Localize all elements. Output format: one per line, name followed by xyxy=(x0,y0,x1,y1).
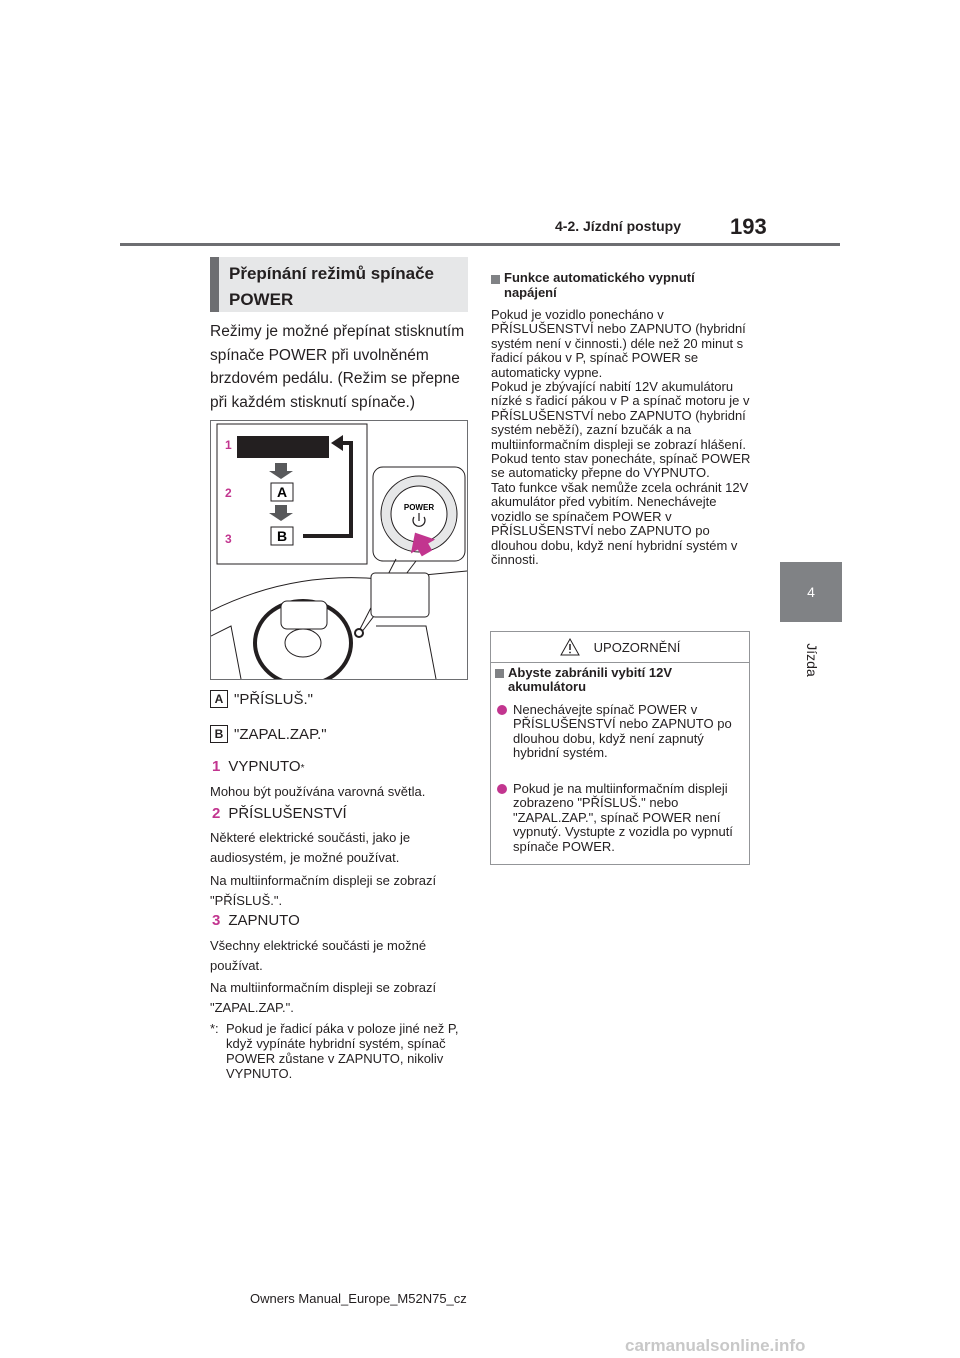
mode-number-3: 3 xyxy=(225,532,232,546)
square-bullet-icon xyxy=(491,275,500,284)
mode-1-desc: Mohou být používána varovná světla. xyxy=(210,784,426,799)
footnote-marker: *: xyxy=(210,1021,219,1036)
footnote-mark: * xyxy=(300,763,305,774)
warning-box xyxy=(490,631,750,865)
auto-off-body: Pokud je vozidlo ponecháno v PŘÍSLUŠENSTVÍ nebo ZAPNUTO (hybridní systém není v činnosti.) déle než 20 minut s řadicí pákou v P, spínač POWER se automaticky vypne. Pokud je zbývající nabití 12V akumulátoru nízké s řadicí pákou v P a spínač motoru je v PŘÍSLUŠENSTVÍ nebo ZAPNUTO (hybridní systém neběží), zazní bzučák a na multiinformačním displeji se zobrazí hlášení. Pokud tento stav ponecháte, spínač POWER se automaticky přepne do VYPNUTO. Tato funkce však nemůže zcela ochránit 12V akumulátor před vybitím. Nenechávejte vozidlo se spínačem POWER v PŘÍSLUŠENSTVÍ nebo ZAPNUTO po dlouhou dobu, když není hybridní systém v činnosti. xyxy=(491,307,751,567)
switch-location-dot xyxy=(355,629,363,637)
section-title: 4-2. Jízdní postupy xyxy=(555,218,682,234)
mode-1-title: VYPNUTO xyxy=(228,758,301,775)
power-switch-illustration xyxy=(210,420,468,680)
steering-hub xyxy=(285,629,321,657)
mode-b-letter: B xyxy=(276,528,288,544)
legend-a xyxy=(210,690,313,708)
warning-bullet-1-text: Nenechávejte spínač POWER v PŘÍSLUŠENSTVÍ nebo ZAPNUTO po dlouhou dobu, když není zapnutý hybridní systém. xyxy=(513,702,732,761)
intro-text: Režimy je možné přepínat stisknutím spínače POWER při uvolněném brzdovém pedálu. (Režim se přepne při každém stisknutí spínače.) xyxy=(210,323,465,411)
chapter-tab xyxy=(780,562,842,622)
mode-2-number: 2 xyxy=(212,805,221,822)
legend-b-text: "ZAPAL.ZAP." xyxy=(234,725,327,743)
warning-subheading xyxy=(495,666,743,695)
mode-off-display xyxy=(237,436,329,458)
mode-1-number: 1 xyxy=(212,758,221,775)
warning-header xyxy=(491,632,749,663)
center-display xyxy=(371,573,429,617)
section-heading: Přepínání režimů spínače POWER xyxy=(210,257,468,312)
warning-bullet-1 xyxy=(495,703,743,761)
mode-2-title: PŘÍSLUŠENSTVÍ xyxy=(228,805,347,822)
mode-number-2: 2 xyxy=(225,486,232,500)
legend-a-letter: A xyxy=(210,690,228,708)
auto-off-heading xyxy=(491,270,751,300)
power-button-label: POWER xyxy=(403,503,435,512)
manual-id: Owners Manual_Europe_M52N75_cz xyxy=(250,1291,467,1306)
auto-off-heading-text: Funkce automatického vypnutí napájení xyxy=(504,270,695,300)
mode-1-heading xyxy=(212,758,305,775)
warning-triangle-icon xyxy=(560,638,580,656)
warning-bullet-2-text: Pokud je na multiinformačním displeji zobrazeno "PŘÍSLUŠ." nebo "ZAPAL.ZAP.", spínač POWER není vypnutý. Vystupte z vozidla po vypnutí spínače POWER. xyxy=(513,781,733,854)
mode-number-1: 1 xyxy=(225,438,232,452)
mode-a-letter: A xyxy=(276,484,288,500)
page-number: 193 xyxy=(730,214,767,239)
mode-3-title: ZAPNUTO xyxy=(228,912,300,929)
mode-2-display: Na multiinformačním displeji se zobrazí "PŘÍSLUŠ.". xyxy=(210,873,437,908)
console-outline xyxy=(376,626,436,679)
mode-2-desc: Některé elektrické součásti, jako je audiosystém, je možné používat. xyxy=(210,830,411,865)
mode-3-desc: Všechny elektrické součásti je možné používat. xyxy=(210,938,427,973)
mode-3-number: 3 xyxy=(212,912,221,929)
warning-bullet-2 xyxy=(495,782,743,854)
footnote-text: Pokud je řadicí páka v poloze jiné než P, když vypínáte hybridní systém, spínač POWER zůstane v ZAPNUTO, nikoliv VYPNUTO. xyxy=(226,1021,459,1081)
mode-3-heading xyxy=(212,912,300,929)
warning-subheading-text: Abyste zabránili vybití 12V akumulátoru xyxy=(508,665,673,695)
bullet-dot-icon xyxy=(497,705,507,715)
chapter-label: Jízda xyxy=(804,643,820,677)
mode-2-heading xyxy=(212,805,347,822)
footnote xyxy=(210,1021,472,1081)
warning-title: UPOZORNĚNÍ xyxy=(593,639,681,655)
instrument-cluster xyxy=(281,601,327,629)
mode-3-display: Na multiinformačním displeji se zobrazí "ZAPAL.ZAP.". xyxy=(210,980,437,1015)
bullet-dot-icon xyxy=(497,784,507,794)
dashboard-drawing xyxy=(211,421,467,679)
legend-a-text: "PŘÍSLUŠ." xyxy=(234,690,314,708)
legend-b xyxy=(210,725,327,743)
legend-b-letter: B xyxy=(210,725,228,743)
chapter-number: 4 xyxy=(807,584,815,600)
square-bullet-icon xyxy=(495,669,504,678)
vent-outline xyxy=(211,626,241,679)
watermark: carmanualsonline.info xyxy=(625,1336,806,1355)
header-rule xyxy=(120,243,840,246)
